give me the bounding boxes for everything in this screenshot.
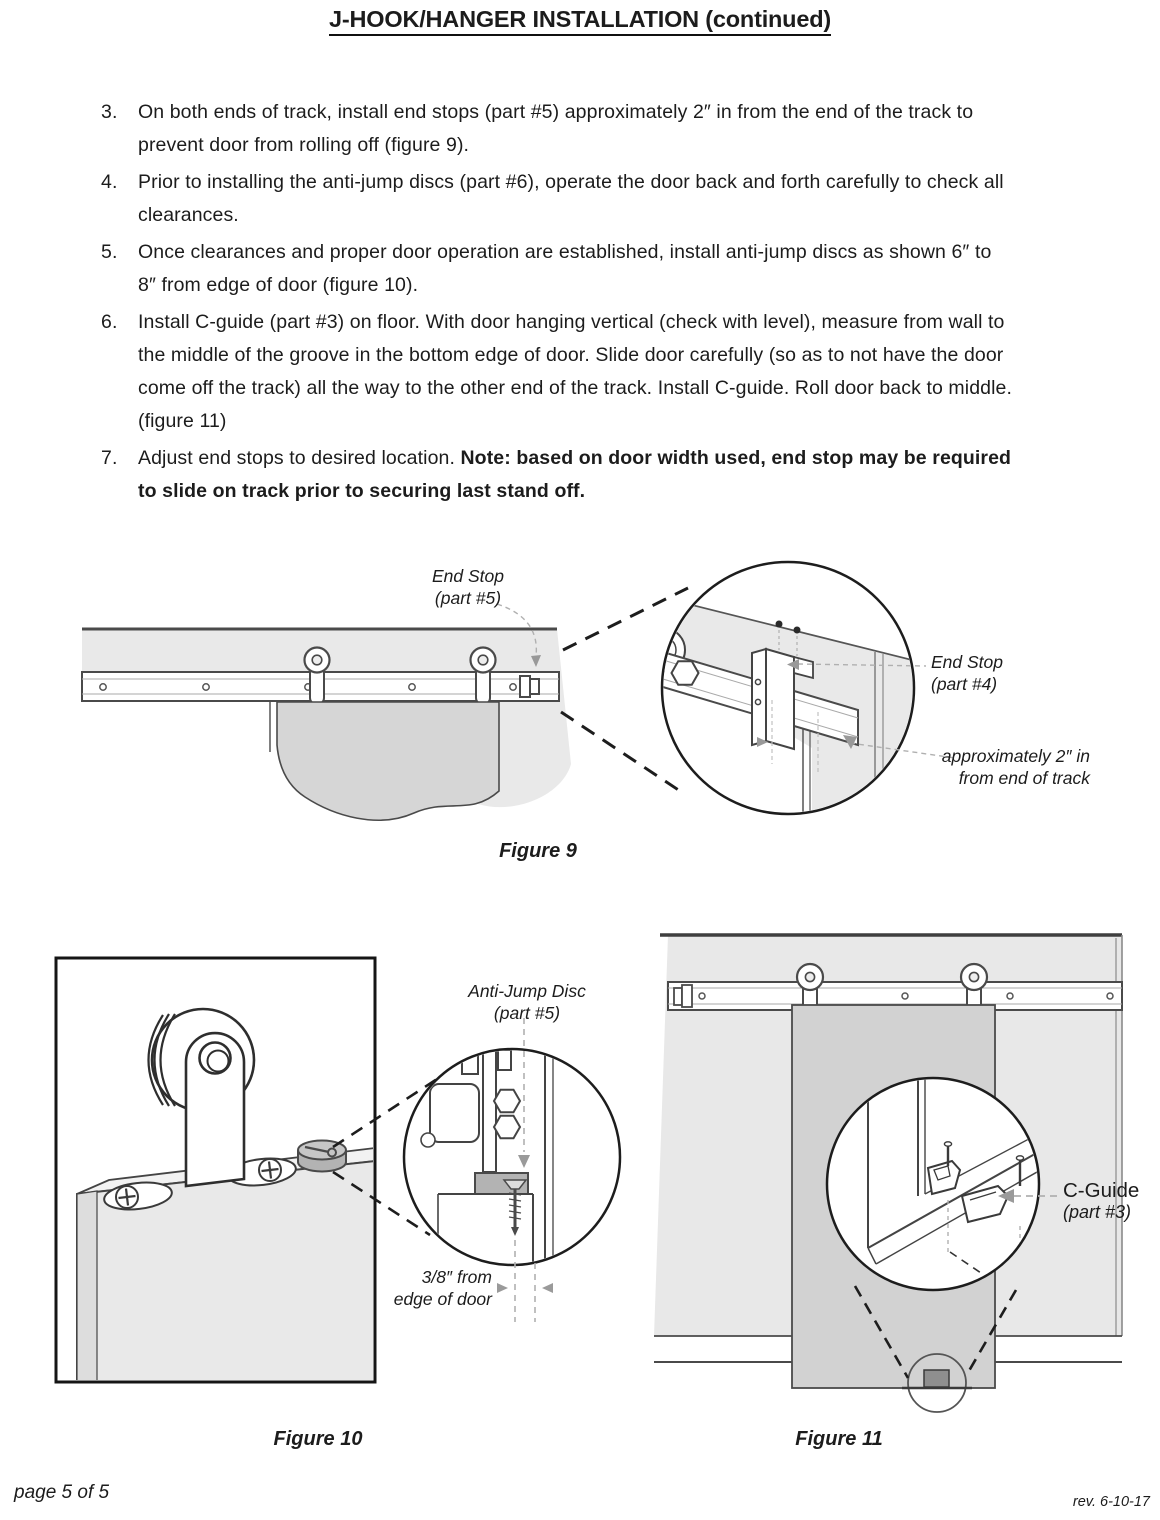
step-4 xyxy=(98,166,1013,232)
fig11-cguide-label: C-Guide xyxy=(1063,1179,1140,1202)
fig10-dim-label: 3/8″ from edge of door xyxy=(393,1267,492,1309)
step-7 xyxy=(98,442,1013,508)
step-number: 6. xyxy=(101,311,118,333)
fig9-end-stop xyxy=(520,676,539,697)
step-6 xyxy=(98,306,1013,438)
figure-9-illustration xyxy=(60,552,1108,882)
fig10-detail-circle xyxy=(404,1049,620,1265)
fig10-antijump-label: Anti-Jump Disc (part #5) xyxy=(468,981,586,1023)
step-text: Prior to installing the anti-jump discs (part #6), operate the door back and forth carefully to check all clearances. xyxy=(138,171,1004,226)
fig11-cguide-front xyxy=(924,1370,949,1387)
revision-date: rev. 6-10-17 xyxy=(1072,1494,1150,1510)
step-number: 4. xyxy=(101,171,118,193)
fig9-approx-label: approximately 2″ in from end of track xyxy=(941,746,1090,788)
step-text: On both ends of track, install end stops (part #5) approximately 2″ in from the end of the track to prevent door from rolling off (figure 9). xyxy=(138,101,974,156)
step-number: 3. xyxy=(101,101,118,123)
page-title-text: J-HOOK/HANGER INSTALLATION (continued) xyxy=(329,6,831,36)
figure-9-caption: Figure 9 xyxy=(499,840,577,862)
page-title xyxy=(0,6,1160,33)
page-number: page 5 of 5 xyxy=(14,1482,110,1503)
step-text: Adjust end stops to desired location. xyxy=(138,447,461,469)
fig11-cguide-part-label: (part #3) xyxy=(1063,1202,1132,1222)
step-number: 5. xyxy=(101,241,118,263)
figure-10-caption: Figure 10 xyxy=(273,1428,363,1450)
step-5 xyxy=(98,236,1013,302)
step-3 xyxy=(98,96,1013,162)
fig9-endstop4-label: End Stop (part #4) xyxy=(931,652,1003,694)
figure-11-caption: Figure 11 xyxy=(795,1428,883,1450)
step-number: 7. xyxy=(101,447,118,469)
fig9-endstop5-label: End Stop (part #5) xyxy=(432,566,504,608)
step-note-bold: Note: based on door width used, end stop may be required to slide on track prior to securing last stand off. xyxy=(138,447,1012,502)
step-text: Install C-guide (part #3) on floor. With door hanging vertical (check with level), measure from wall to the middle of the groove in the bottom edge of door. Slide door carefully (so as to not have the door come off the track) all the way to the other end of the track. Install C-guide. Roll door back to middle. (figure 11) xyxy=(138,311,1012,432)
step-text: Once clearances and proper door operation are established, install anti-jump discs as shown 6″ to 8″ from edge of door (figure 10). xyxy=(138,241,992,296)
fig9-door xyxy=(270,702,499,820)
instruction-steps xyxy=(98,96,1013,512)
